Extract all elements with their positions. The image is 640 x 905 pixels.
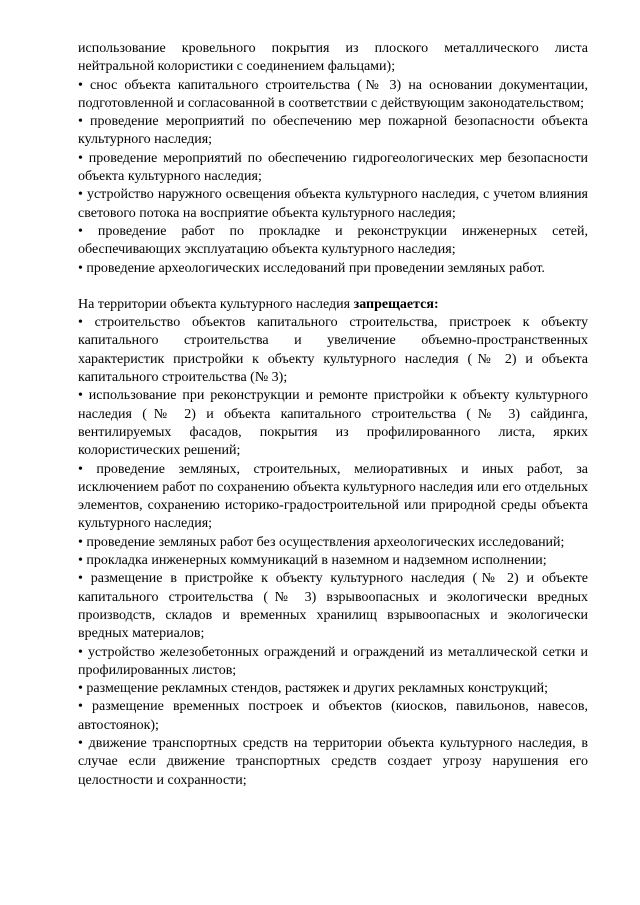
list-item: • проведение земляных работ без осуществления археологических исследований; [78,534,565,550]
list-item: • снос объекта капитального строительства (№ 3) на основании документации, подготовленной и согласованной в соответствии с действующим законодательством; [78,77,588,111]
list-item: • использование при реконструкции и ремонте пристройки к объекту культурного наследия (№ 2) и объекта капитального строительства (№ 3) сайдинга, вентилируемых фасадов, покрытия из профилированного листа, ярких колористических решений; [78,388,588,459]
section-heading [78,296,588,314]
list-item: • строительство объектов капитального строительства, пристроек к объекту капитального строительства и увеличение объемно-пространственных характеристик пристройки к объекту культурного наследия (№ 2) и объекта капитального строительства (№ 3); [78,315,588,386]
heading-emphasis: запрещается: [353,296,439,312]
list-item: • размещение рекламных стендов, растяжек и других рекламных конструкций; [78,681,548,697]
list-item: • движение транспортных средств на территории объекта культурного наследия, в случае если движение транспортных средств создает угрозу нарушения его целостности и сохранности; [78,735,588,788]
list-item: • устройство железобетонных ограждений и ограждений из металлической сетки и профилированных листов; [78,644,588,678]
list-item: • проведение археологических исследований при проведении земляных работ. [78,260,545,276]
spacer [78,278,588,296]
permitted-list [78,40,588,278]
list-item: • проведение мероприятий по обеспечению мер пожарной безопасности объекта культурного наследия; [78,114,588,148]
list-item: • проведение земляных, строительных, мелиоративных и иных работ, за исключением работ по сохранению объекта культурного наследия или его отдельных элементов, сохранению историко-градостроительной или природной среды объекта культурного наследия; [78,461,588,532]
paragraph: использование кровельного покрытия из плоского металлического листа нейтральной колористики с соединением фальцами); [78,41,588,75]
list-item: • проведение работ по прокладке и реконструкции инженерных сетей, обеспечивающих эксплуатацию объекта культурного наследия; [78,223,588,258]
list-item: • размещение в пристройке к объекту культурного наследия (№ 2) и объекте капитального строительства (№ 3) взрывоопасных и экологически вредных производств, складов и временных хранилищ взрывоопасных и экологически вредных материалов; [78,571,588,642]
heading-prefix: На территории объекта культурного наследия [78,296,354,312]
list-item: • проведение мероприятий по обеспечению гидрогеологических мер безопасности объекта культурного наследия; [78,150,588,185]
prohibited-list [78,314,588,790]
list-item: • прокладка инженерных коммуникаций в наземном и надземном исполнении; [78,553,547,569]
list-item: • размещение временных построек и объектов (киосков, павильонов, навесов, автостоянок); [78,699,588,733]
list-item: • устройство наружного освещения объекта культурного наследия, с учетом влияния светового потока на восприятие объекта культурного наследия; [78,187,588,221]
